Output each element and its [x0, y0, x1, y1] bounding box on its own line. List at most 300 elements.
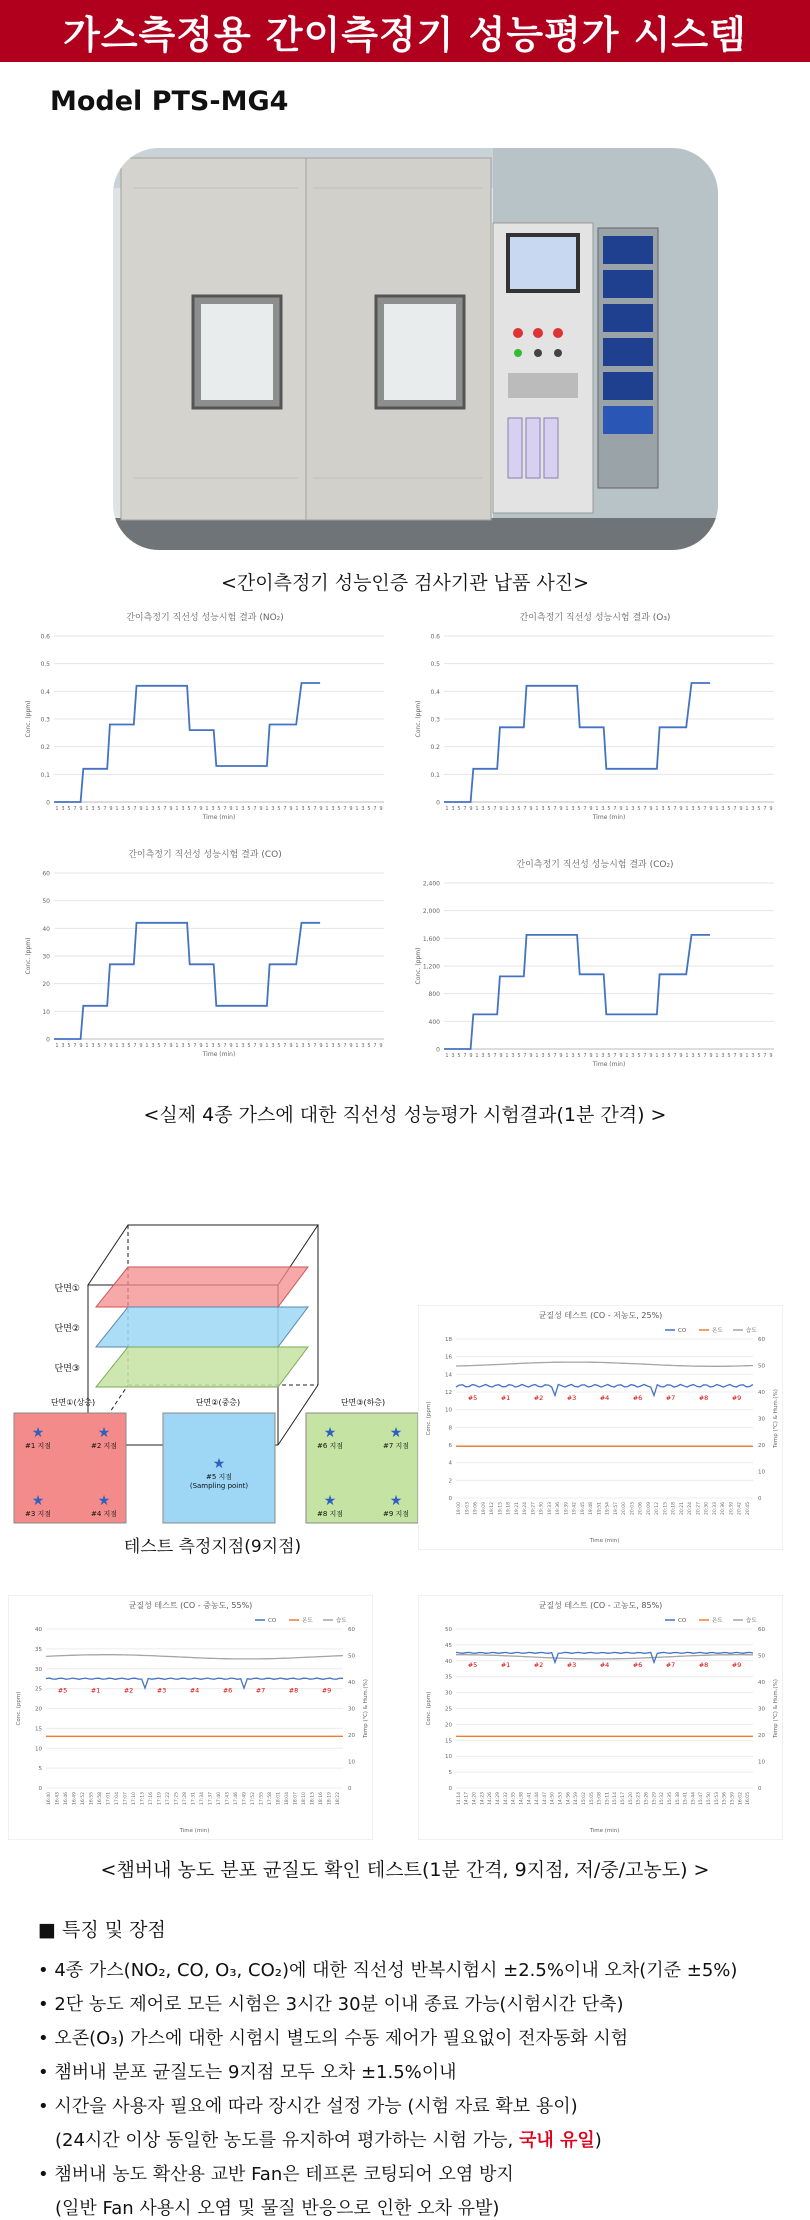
y2-axis-label: Temp (℃) & Hum.(%): [773, 1679, 779, 1738]
x-tick-label: 9: [469, 806, 473, 812]
feature-item-sub: (일반 Fan 사용시 오염 및 물질 반응으로 인한 오차 유발): [55, 2198, 500, 2219]
x-tick-label: 14:29: [495, 1792, 501, 1805]
x-tick-label: 7: [343, 1043, 347, 1049]
y-tick-label: 45: [445, 1642, 452, 1649]
y-tick-label: 2,000: [422, 908, 440, 916]
panel-title-2: 단면②(중층): [195, 1398, 241, 1407]
x-tick-label: 9: [769, 806, 773, 812]
title-banner: [0, 0, 810, 62]
x-tick-label: 3: [631, 1053, 635, 1059]
x-tick-label: 9: [559, 1053, 563, 1059]
x-tick-label: 19:51: [597, 1502, 603, 1515]
x-tick-label: 5: [187, 806, 191, 812]
y-tick-label: 0.2: [40, 744, 50, 752]
point-7-label: #7 지점: [382, 1442, 410, 1450]
x-tick-label: 7: [373, 1043, 377, 1049]
point-9-label: #9 지점: [382, 1510, 410, 1518]
x-tick-label: 5: [307, 1043, 311, 1049]
feature-item: • 챔버내 분포 균질도는 9지점 모두 오차 ±1.5%이내: [38, 2062, 457, 2083]
x-tick-label: 19:03: [465, 1502, 471, 1515]
chart-title: 균질성 테스트 (CO - 중농도, 55%): [128, 1601, 253, 1610]
x-tick-label: 3: [331, 1043, 335, 1049]
x-tick-label: 15:05: [589, 1792, 595, 1805]
x-tick-label: 17:46: [233, 1792, 239, 1805]
x-tick-label: 5: [697, 806, 701, 812]
measurement-point-label: #9: [731, 1393, 742, 1402]
x-tick-label: 1: [325, 1043, 329, 1049]
x-tick-label: 5: [547, 806, 551, 812]
y2-tick-label: 20: [758, 1443, 765, 1449]
x-tick-label: 7: [763, 1053, 767, 1059]
measurement-point-label: #5: [467, 1393, 478, 1402]
series-line: [444, 683, 710, 802]
y-tick-label: 10: [445, 1407, 452, 1414]
x-tick-label: 1: [55, 806, 59, 812]
diagram-svg: [8, 1205, 418, 1525]
x-tick-label: 1: [595, 806, 599, 812]
x-tick-label: 7: [703, 806, 707, 812]
x-tick-label: 5: [367, 1043, 371, 1049]
photo-caption: <간이측정기 성능인증 검사기관 납품 사진>: [220, 572, 590, 594]
measurement-point-label: #9: [731, 1660, 742, 1669]
chart-title: 간이측정기 직선성 성능시험 결과 (O₃): [519, 613, 671, 623]
x-tick-label: 7: [253, 1043, 257, 1049]
x-tick-label: 1: [205, 806, 209, 812]
chart-o3: [410, 608, 780, 838]
y-tick-label: 15: [35, 1726, 42, 1733]
x-tick-label: 7: [373, 806, 377, 812]
x-tick-label: 7: [223, 806, 227, 812]
x-tick-label: 18:04: [284, 1792, 290, 1805]
x-tick-label: 3: [181, 1043, 185, 1049]
y2-tick-label: 30: [758, 1706, 765, 1713]
x-tick-label: 3: [241, 806, 245, 812]
x-tick-label: 9: [109, 1043, 113, 1049]
x-tick-label: 19:24: [523, 1502, 529, 1515]
x-tick-label: 9: [199, 806, 203, 812]
x-tick-label: 15:14: [613, 1792, 619, 1805]
y-tick-label: 2,400: [422, 880, 440, 888]
measurement-point-label: #3: [156, 1686, 167, 1695]
x-tick-label: 5: [457, 806, 461, 812]
section-label-3: 단면③: [54, 1364, 80, 1374]
y2-tick-label: 30: [758, 1416, 765, 1423]
x-tick-label: 20:36: [721, 1502, 727, 1515]
star-icon: ★: [323, 1493, 337, 1509]
x-tick-label: 5: [517, 1053, 521, 1059]
y-tick-label: 5: [448, 1770, 452, 1777]
feature-text: (24시간 이상 동일한 농도를 유지하여 평가하는 시험 가능,: [55, 2130, 519, 2151]
x-tick-label: 1: [715, 1053, 719, 1059]
x-tick-label: 9: [679, 1053, 683, 1059]
x-tick-label: 9: [229, 806, 233, 812]
chart-no2-svg: [20, 608, 390, 838]
point-3-label: #3 지점: [24, 1510, 52, 1518]
x-tick-label: 1: [745, 806, 749, 812]
section-3-plane: [96, 1347, 308, 1387]
x-tick-label: 15:35: [667, 1792, 673, 1805]
legend-label: CO: [678, 1618, 687, 1624]
x-tick-label: 1: [325, 806, 329, 812]
legend-label: 습도: [746, 1618, 757, 1624]
x-tick-label: 20:21: [679, 1502, 685, 1515]
x-tick-label: 19:33: [547, 1502, 553, 1515]
y-tick-label: 0.6: [40, 633, 50, 641]
x-tick-label: 19:27: [531, 1502, 537, 1515]
linearity-caption: <실제 4종 가스에 대한 직선성 성능평가 시험결과(1분 간격) >: [143, 1104, 667, 1126]
x-tick-label: 15:56: [722, 1792, 728, 1805]
x-tick-label: 3: [181, 806, 185, 812]
measurement-point-diagram: [8, 1205, 418, 1529]
y-tick-label: 0.3: [430, 716, 440, 724]
section-label-1: 단면①: [54, 1284, 80, 1294]
point-6-label: #6 지점: [316, 1442, 344, 1450]
x-tick-label: 5: [577, 806, 581, 812]
x-tick-label: 14:56: [566, 1792, 572, 1805]
x-tick-label: 20:33: [712, 1502, 718, 1515]
y2-tick-label: 50: [758, 1363, 765, 1370]
y-tick-label: 0.1: [430, 771, 440, 779]
chart-uniformity-mid: [8, 1595, 373, 1840]
x-tick-label: 20:12: [655, 1502, 661, 1515]
y-tick-label: 10: [445, 1754, 452, 1761]
measurement-point-label: #4: [189, 1686, 200, 1695]
x-tick-label: 19:54: [605, 1502, 611, 1515]
x-tick-label: 3: [481, 806, 485, 812]
y2-tick-label: 30: [348, 1706, 355, 1713]
chart-title: 균질성 테스트 (CO - 저농도, 25%): [538, 1311, 663, 1320]
test-chamber-image: [113, 148, 718, 550]
x-tick-label: 5: [457, 1053, 461, 1059]
y-tick-label: 18: [445, 1337, 452, 1343]
x-tick-label: 7: [493, 1053, 497, 1059]
x-tick-label: 3: [661, 806, 665, 812]
x-tick-label: 20:24: [688, 1502, 694, 1515]
y2-tick-label: 40: [758, 1680, 765, 1686]
y-tick-label: 0: [46, 1036, 50, 1044]
legend-label: 습도: [336, 1618, 347, 1624]
x-tick-label: 1: [475, 1053, 479, 1059]
x-tick-label: 19:00: [457, 1502, 463, 1515]
x-tick-label: 20:00: [622, 1502, 628, 1515]
y-tick-label: 400: [428, 1018, 440, 1026]
y-axis-label: Conc. (ppm): [426, 1691, 432, 1726]
x-tick-label: 19:12: [490, 1502, 496, 1515]
x-tick-label: 5: [667, 806, 671, 812]
x-tick-label: 9: [319, 1043, 323, 1049]
y-tick-label: 0: [448, 1496, 452, 1502]
x-tick-label: 5: [307, 806, 311, 812]
x-tick-label: 1: [115, 1043, 119, 1049]
feature-item: • 시간을 사용자 필요에 따라 장시간 설정 가능 (시험 자료 확보 용이): [38, 2096, 578, 2117]
x-tick-label: 1: [145, 1043, 149, 1049]
y2-tick-label: 40: [758, 1390, 765, 1396]
x-tick-label: 7: [583, 1053, 587, 1059]
x-tick-label: 14:23: [480, 1792, 486, 1805]
y-tick-label: 0: [448, 1786, 452, 1792]
x-tick-label: 17:07: [123, 1792, 129, 1805]
y2-tick-label: 10: [348, 1759, 355, 1766]
x-tick-label: 3: [451, 1053, 455, 1059]
y-axis-label: Conc. (ppm): [415, 700, 422, 738]
measurement-point-label: #6: [632, 1393, 643, 1402]
y2-tick-label: 60: [348, 1627, 355, 1633]
x-tick-label: 16:55: [89, 1792, 95, 1805]
x-tick-label: 7: [103, 806, 107, 812]
x-tick-label: 15:47: [699, 1792, 705, 1805]
measurement-point-label: #3: [566, 1660, 577, 1669]
measurement-point-label: #8: [288, 1686, 299, 1695]
features-section: [38, 1915, 778, 2220]
x-tick-label: 19:15: [498, 1502, 504, 1515]
measurement-point-label: #1: [500, 1393, 511, 1402]
measurement-point-label: #6: [632, 1660, 643, 1669]
x-tick-label: 5: [517, 806, 521, 812]
x-tick-label: 20:45: [745, 1502, 751, 1515]
x-tick-label: 9: [259, 806, 263, 812]
x-tick-label: 3: [271, 1043, 275, 1049]
y-axis-label: Conc. (ppm): [426, 1401, 432, 1436]
x-tick-label: 19:39: [564, 1502, 570, 1515]
point-5-sub-label: (Sampling point): [189, 1482, 249, 1490]
y-tick-label: 40: [35, 1627, 42, 1633]
measurement-point-label: #5: [57, 1686, 68, 1695]
y2-tick-label: 50: [348, 1653, 355, 1660]
x-tick-label: 5: [187, 1043, 191, 1049]
y-tick-label: 1,200: [422, 963, 440, 971]
x-tick-label: 5: [157, 806, 161, 812]
x-tick-label: 7: [313, 806, 317, 812]
x-tick-label: 7: [763, 806, 767, 812]
x-tick-label: 1: [505, 1053, 509, 1059]
y-tick-label: 30: [35, 1666, 42, 1673]
x-axis-label: Time (min): [589, 1828, 620, 1834]
x-tick-label: 15:50: [707, 1792, 713, 1805]
y-tick-label: 20: [42, 981, 50, 989]
y-tick-label: 0.1: [40, 771, 50, 779]
x-tick-label: 5: [157, 1043, 161, 1049]
measurement-point-label: #2: [123, 1686, 134, 1695]
legend-label: CO: [268, 1618, 277, 1624]
x-tick-label: 1: [295, 1043, 299, 1049]
x-tick-label: 20:06: [638, 1502, 644, 1515]
x-axis-label: Time (min): [589, 1538, 620, 1544]
x-tick-label: 9: [529, 1053, 533, 1059]
x-tick-label: 7: [463, 1053, 467, 1059]
x-tick-label: 15:11: [605, 1792, 611, 1805]
x-tick-label: 7: [703, 1053, 707, 1059]
x-tick-label: 9: [199, 1043, 203, 1049]
y2-tick-label: 40: [348, 1680, 355, 1686]
x-tick-label: 5: [67, 1043, 71, 1049]
x-tick-label: 7: [553, 806, 557, 812]
x-tick-label: 17:04: [115, 1792, 121, 1805]
x-axis-label: Time (min): [202, 814, 236, 821]
x-tick-label: 7: [463, 806, 467, 812]
measurement-point-label: #7: [665, 1660, 676, 1669]
x-tick-label: 1: [685, 1053, 689, 1059]
measurement-point-label: #3: [566, 1393, 577, 1402]
x-tick-label: 16:40: [47, 1792, 53, 1805]
x-tick-label: 9: [739, 806, 743, 812]
y2-tick-label: 50: [758, 1653, 765, 1660]
x-tick-label: 7: [313, 1043, 317, 1049]
x-tick-label: 14:59: [574, 1792, 580, 1805]
y-tick-label: 25: [445, 1706, 452, 1713]
x-tick-label: 3: [151, 806, 155, 812]
x-tick-label: 14:20: [472, 1792, 478, 1805]
y-tick-label: 30: [42, 953, 50, 961]
x-tick-label: 7: [583, 806, 587, 812]
x-tick-label: 7: [733, 1053, 737, 1059]
x-tick-label: 7: [133, 806, 137, 812]
x-tick-label: 9: [79, 806, 83, 812]
x-tick-label: 3: [121, 1043, 125, 1049]
x-tick-label: 3: [331, 806, 335, 812]
y-tick-label: 0.5: [40, 661, 50, 669]
star-icon: ★: [97, 1425, 111, 1441]
x-tick-label: 5: [637, 1053, 641, 1059]
x-tick-label: 19:18: [506, 1502, 512, 1515]
x-tick-label: 19:06: [473, 1502, 479, 1515]
x-tick-label: 20:27: [696, 1502, 702, 1515]
x-tick-label: 9: [109, 806, 113, 812]
x-tick-label: 9: [229, 1043, 233, 1049]
x-tick-label: 19:09: [481, 1502, 487, 1515]
x-tick-label: 3: [361, 806, 365, 812]
feature-item: • 챔버내 농도 확산용 교반 Fan은 테프론 코팅되어 오염 방지: [38, 2164, 514, 2185]
x-tick-label: 3: [61, 806, 65, 812]
x-tick-label: 1: [55, 1043, 59, 1049]
y-axis-label: Conc. (ppm): [25, 700, 32, 738]
x-tick-label: 19:42: [572, 1502, 578, 1515]
legend-label: CO: [678, 1328, 687, 1334]
y-tick-label: 1,600: [422, 935, 440, 943]
x-tick-label: 7: [163, 806, 167, 812]
x-tick-label: 7: [343, 806, 347, 812]
star-icon: ★: [389, 1493, 403, 1509]
x-tick-label: 17:37: [208, 1792, 214, 1805]
x-tick-label: 1: [505, 806, 509, 812]
x-tick-label: 15:02: [581, 1792, 587, 1805]
x-tick-label: 5: [217, 1043, 221, 1049]
x-tick-label: 5: [577, 1053, 581, 1059]
x-tick-label: 7: [133, 1043, 137, 1049]
x-tick-label: 3: [361, 1043, 365, 1049]
y-tick-label: 0.4: [430, 688, 440, 696]
x-tick-label: 5: [277, 1043, 281, 1049]
x-tick-label: 15:59: [730, 1792, 736, 1805]
x-tick-label: 19:57: [613, 1502, 619, 1515]
x-tick-label: 3: [541, 806, 545, 812]
x-tick-label: 15:17: [621, 1792, 627, 1805]
x-tick-label: 5: [547, 1053, 551, 1059]
x-tick-label: 19:21: [514, 1502, 520, 1515]
y-tick-label: 20: [445, 1722, 452, 1729]
x-tick-label: 9: [619, 806, 623, 812]
model-name: Model PTS-MG4: [50, 86, 289, 117]
x-tick-label: 14:14: [456, 1792, 462, 1805]
x-tick-label: 14:50: [550, 1792, 556, 1805]
measurement-point-label: #4: [599, 1660, 610, 1669]
chart-o3-svg: [410, 608, 780, 838]
y-tick-label: 0: [436, 799, 440, 807]
x-tick-label: 9: [499, 1053, 503, 1059]
x-tick-label: 9: [259, 1043, 263, 1049]
x-tick-label: 3: [91, 1043, 95, 1049]
x-tick-label: 5: [247, 1043, 251, 1049]
y-tick-label: 6: [448, 1443, 452, 1449]
y2-tick-label: 0: [348, 1786, 352, 1792]
x-tick-label: 9: [169, 806, 173, 812]
x-tick-label: 5: [277, 806, 281, 812]
x-tick-label: 17:52: [250, 1792, 256, 1805]
x-tick-label: 1: [535, 806, 539, 812]
x-tick-label: 9: [649, 1053, 653, 1059]
x-tick-label: 1: [295, 806, 299, 812]
x-tick-label: 17:01: [106, 1792, 112, 1805]
x-tick-label: 1: [475, 806, 479, 812]
x-tick-label: 1: [85, 806, 89, 812]
x-tick-label: 1: [655, 806, 659, 812]
x-tick-label: 5: [97, 806, 101, 812]
y2-tick-label: 10: [758, 1759, 765, 1766]
x-tick-label: 7: [193, 1043, 197, 1049]
measurement-point-label: #8: [698, 1393, 709, 1402]
y-tick-label: 0: [436, 1046, 440, 1054]
x-tick-label: 9: [589, 1053, 593, 1059]
x-tick-label: 3: [211, 806, 215, 812]
x-tick-label: 14:44: [535, 1792, 541, 1805]
x-tick-label: 18:10: [301, 1792, 307, 1805]
x-tick-label: 1: [355, 806, 359, 812]
x-tick-label: 3: [241, 1043, 245, 1049]
x-tick-label: 16:49: [72, 1792, 78, 1805]
x-tick-label: 5: [727, 1053, 731, 1059]
star-icon: ★: [212, 1456, 226, 1472]
y-tick-label: 800: [428, 991, 440, 999]
y-tick-label: 25: [35, 1686, 42, 1693]
x-tick-label: 7: [553, 1053, 557, 1059]
y-axis-label: Conc. (ppm): [25, 937, 32, 975]
y-tick-label: 8: [448, 1425, 452, 1432]
x-tick-label: 1: [625, 1053, 629, 1059]
measurement-point-label: #6: [222, 1686, 233, 1695]
chart-title: 균질성 테스트 (CO - 고농도, 85%): [538, 1601, 663, 1610]
x-tick-label: 1: [175, 1043, 179, 1049]
x-tick-label: 1: [685, 806, 689, 812]
x-tick-label: 15:44: [691, 1792, 697, 1805]
x-tick-label: 16:46: [64, 1792, 70, 1805]
x-tick-label: 17:22: [166, 1792, 172, 1805]
x-tick-label: 20:30: [704, 1502, 710, 1515]
measurement-point-label: #9: [321, 1686, 332, 1695]
x-tick-label: 5: [127, 806, 131, 812]
x-tick-label: 9: [529, 806, 533, 812]
x-tick-label: 1: [145, 806, 149, 812]
x-axis-label: Time (min): [592, 814, 626, 821]
x-tick-label: 9: [379, 806, 383, 812]
x-tick-label: 20:18: [671, 1502, 677, 1515]
x-tick-label: 20:09: [646, 1502, 652, 1515]
x-tick-label: 18:16: [318, 1792, 324, 1805]
x-tick-label: 5: [607, 1053, 611, 1059]
x-tick-label: 14:47: [542, 1792, 548, 1805]
x-tick-label: 20:03: [630, 1502, 636, 1515]
x-tick-label: 3: [91, 806, 95, 812]
x-tick-label: 5: [637, 806, 641, 812]
x-tick-label: 9: [349, 1043, 353, 1049]
